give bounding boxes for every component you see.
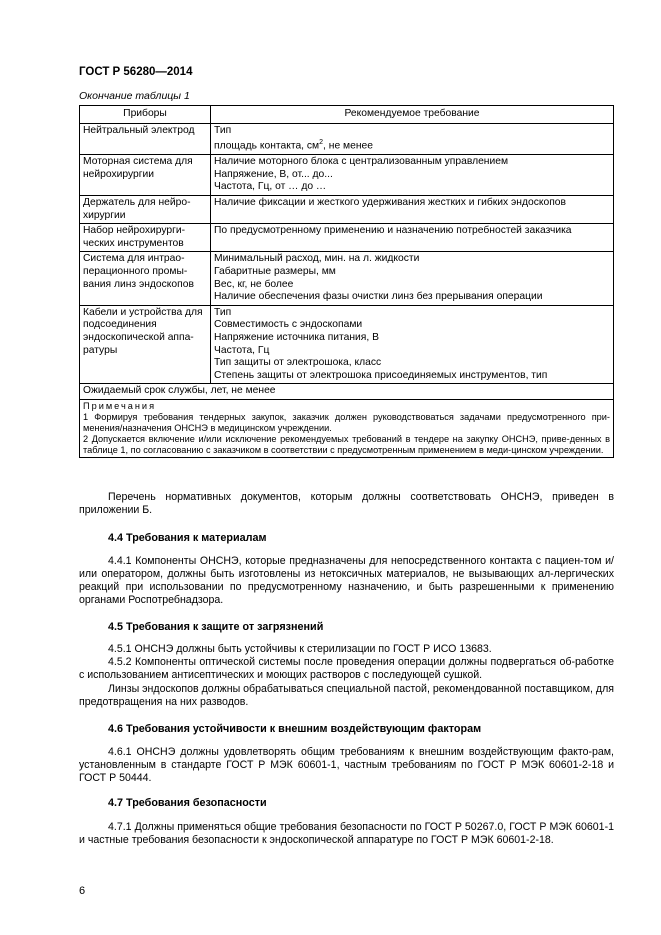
requirement-cell bbox=[211, 305, 614, 384]
device-cell: Моторная система для нейрохирургии bbox=[80, 155, 211, 196]
requirement-line: Степень защиты от электрошока присоединяемых инструментов, тип bbox=[214, 369, 548, 381]
requirement-text: площадь контакта, см bbox=[214, 140, 320, 152]
section-heading: 4.4 Требования к материалам bbox=[108, 532, 267, 544]
paragraph: 4.5.1 ОНСНЭ должны быть устойчивы к стерилизации по ГОСТ Р ИСО 13683. bbox=[108, 643, 492, 655]
requirement-line: Минимальный расход, мин. на л. жидкости bbox=[214, 253, 420, 265]
table-row bbox=[80, 224, 614, 252]
requirement-line: Тип bbox=[214, 124, 232, 136]
requirement-line: Вес, кг, не более bbox=[214, 278, 294, 290]
requirement-line: Напряжение, В, от... до... bbox=[214, 168, 333, 180]
table-row bbox=[80, 155, 614, 196]
requirements-table bbox=[79, 105, 614, 458]
column-header: Рекомендуемое требование bbox=[211, 106, 614, 124]
requirement-cell bbox=[211, 195, 614, 223]
section-heading: 4.7 Требования безопасности bbox=[108, 797, 267, 809]
requirement-cell bbox=[211, 252, 614, 305]
requirement-line bbox=[214, 137, 610, 153]
page-number: 6 bbox=[79, 885, 86, 897]
paragraph: 4.4.1 Компоненты ОНСНЭ, которые предназначены для непосредственного контакта с пациен-том и/или оператором, должны быть изготовлены из нетоксичных материалов, не вызывающих ал-лергических реакций при использовании по предусмотренному назначению, и быть разрешенными к применению органами Роспотребнадзора. bbox=[79, 555, 614, 606]
superscript: 2 bbox=[319, 139, 324, 147]
table-row bbox=[80, 123, 614, 155]
service-life-cell: Ожидаемый срок службы, лет, не менее bbox=[80, 384, 614, 400]
paragraph: 4.7.1 Должны применяться общие требования безопасности по ГОСТ Р 50267.0, ГОСТ Р МЭК 60601-1 и частные требования безопасности к эндоскопической аппаратуре по ГОСТ Р МЭК 60601-2-18. bbox=[79, 821, 614, 846]
paragraph: Линзы эндоскопов должны обрабатываться специальной пастой, рекомендованной поставщиком, для предотвращения на них разводов. bbox=[79, 683, 614, 708]
requirement-line: Наличие фиксации и жесткого удерживания жестких и гибких эндоскопов bbox=[214, 196, 566, 208]
table-row bbox=[80, 305, 614, 384]
requirement-line: Частота, Гц, от … до … bbox=[214, 181, 327, 193]
requirement-line: Наличие моторного блока с централизованным управлением bbox=[214, 156, 509, 168]
column-header: Приборы bbox=[80, 106, 211, 124]
requirement-line: Частота, Гц bbox=[214, 344, 270, 356]
table-row bbox=[80, 252, 614, 305]
section-heading: 4.5 Требования к защите от загрязнений bbox=[108, 621, 324, 633]
device-cell: Система для интрао-перационного промы-вания линз эндоскопов bbox=[80, 252, 211, 305]
paragraph: 4.6.1 ОНСНЭ должны удовлетворять общим требованиям к внешним воздействующим факто-рам, установленным в стандарте ГОСТ Р МЭК 60601-1, частным требованиям по ГОСТ Р МЭК 60601-2-18 и ГОСТ Р 50444. bbox=[79, 746, 614, 784]
table-caption: Окончание таблицы 1 bbox=[79, 90, 190, 102]
device-cell: Кабели и устройства для подсоединения эндоскопической аппа-ратуры bbox=[80, 305, 211, 384]
note-item: 1 Формируя требования тендерных закупок, заказчик должен руководствоваться задачами предусмотренного при-менения/назначения ОНСНЭ в медицинском учреждении. bbox=[83, 411, 610, 433]
device-cell: Держатель для нейро-хирургии bbox=[80, 195, 211, 223]
requirement-cell bbox=[211, 155, 614, 196]
table-row bbox=[80, 384, 614, 400]
paragraph: Перечень нормативных документов, которым должны соответствовать ОНСНЭ, приведен в приложении Б. bbox=[79, 491, 614, 516]
requirement-cell bbox=[211, 123, 614, 155]
table-notes-row bbox=[80, 399, 614, 457]
requirement-line: Тип защиты от электрошока, класс bbox=[214, 357, 382, 369]
requirement-line: Напряжение источника питания, В bbox=[214, 331, 379, 343]
requirement-line: Габаритные размеры, мм bbox=[214, 265, 336, 277]
requirement-line: Тип bbox=[214, 306, 232, 318]
note-item: 2 Допускается включение и/или исключение рекомендуемых требований в тендере на закупку ОНСНЭ, приве-денных в таблице 1, по согласованию с заказчиком в соответствии с предусмотренным применением в меди-цинском учреждении. bbox=[83, 433, 610, 455]
paragraph: 4.5.2 Компоненты оптической системы после проведения операции должны подвергаться об-работке с использованием антисептических и моющих растворов с последующей сушкой. bbox=[79, 656, 614, 681]
notes-cell bbox=[80, 399, 614, 457]
requirement-text: , не менее bbox=[323, 140, 373, 152]
requirement-line: По предусмотренному применению и назначению потребностей заказчика bbox=[214, 225, 572, 237]
notes-title: Примечания bbox=[83, 400, 157, 411]
table-header-row bbox=[80, 106, 614, 124]
requirement-cell bbox=[211, 224, 614, 252]
section-heading: 4.6 Требования устойчивости к внешним воздействующим факторам bbox=[108, 723, 482, 735]
device-cell: Набор нейрохирурги-ческих инструментов bbox=[80, 224, 211, 252]
device-cell: Нейтральный электрод bbox=[80, 123, 211, 155]
table-row bbox=[80, 195, 614, 223]
requirement-line: Наличие обеспечения фазы очистки линз без прерывания операции bbox=[214, 291, 543, 303]
requirement-line: Совместимость с эндоскопами bbox=[214, 319, 363, 331]
document-header: ГОСТ Р 56280—2014 bbox=[79, 66, 193, 78]
